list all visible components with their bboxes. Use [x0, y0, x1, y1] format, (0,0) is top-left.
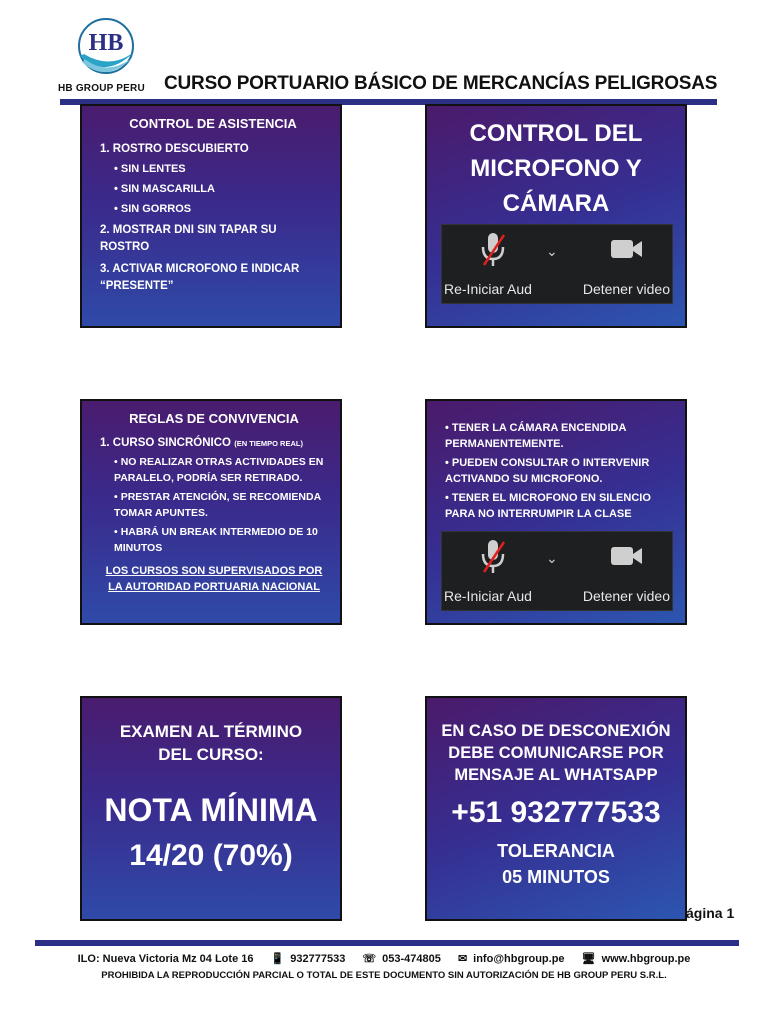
list-subitem — [100, 525, 328, 556]
computer-icon: 🖥 — [581, 953, 596, 965]
item-text: TENER LA CÁMARA ENCENDIDA PERMANENTEMENTE. — [445, 422, 627, 450]
copyright-notice: PROHIBIDA LA REPRODUCCIÓN PARCIAL O TOTAL DE ESTE DOCUMENTO SIN AUTORIZACIÓN DE HB GROUP PERU S.R.L. — [101, 970, 667, 981]
minimum-grade-label: NOTA MÍNIMA — [104, 792, 318, 828]
address-text: ILO: Nueva Victoria Mz 04 Lote 16 — [77, 953, 254, 965]
slide-title-line: CONTROL DEL — [469, 120, 643, 147]
subitem-text: SIN GORROS — [120, 203, 192, 215]
exam-line: EXAMEN AL TÉRMINO — [119, 722, 303, 741]
restart-audio-label: Re-Iniciar Aud — [444, 281, 532, 297]
hb-logo — [70, 18, 142, 84]
disconnect-line: MENSAJE AL WHATSAPP — [454, 766, 658, 784]
list-item — [445, 456, 673, 487]
list-subitem — [100, 181, 326, 198]
phone-number: 053-474805 — [382, 953, 441, 965]
mobile-phone-icon: 📱 — [270, 953, 285, 965]
list-item: 3. ACTIVAR MICROFONO E INDICAR “PRESENTE” — [100, 263, 300, 292]
list-item — [445, 491, 673, 522]
footer-divider — [35, 940, 739, 946]
logo-caption: HB GROUP PERU — [58, 83, 145, 94]
subitem-text: PRESTAR ATENCIÓN, SE RECOMIENDA TOMAR APUNTES. — [114, 491, 321, 519]
restart-audio-label: Re-Iniciar Aud — [444, 588, 532, 604]
chevron-down-icon: ⌄ — [546, 550, 558, 566]
list-subitem — [100, 201, 326, 218]
contact-line — [0, 952, 768, 965]
minimum-grade-value: 14/20 (70%) — [129, 839, 293, 872]
stop-video-label: Detener video — [582, 588, 670, 604]
stop-video-label: Detener video — [582, 281, 670, 297]
email-address: info@hbgroup.pe — [473, 953, 565, 965]
slide-camara-microfono-reglas — [425, 399, 687, 625]
whatsapp-number: +51 932777533 — [451, 796, 661, 829]
telephone-icon: ☏ — [362, 953, 377, 965]
mobile-number: 932777533 — [290, 953, 346, 965]
slide-examen — [80, 696, 342, 921]
video-camera-icon — [610, 237, 644, 266]
subitem-text: NO REALIZAR OTRAS ACTIVIDADES EN PARALELO, PODRÍA SER RETIRADO. — [114, 456, 324, 484]
zoom-toolbar — [441, 224, 673, 304]
item-text: 1. CURSO SINCRÓNICO — [100, 437, 231, 449]
item-text: TENER EL MICROFONO EN SILENCIO PARA NO INTERRUMPIR LA CLASE — [445, 492, 651, 520]
slide-desconexion — [425, 696, 687, 921]
website: www.hbgroup.pe — [601, 953, 691, 965]
list-subitem — [100, 161, 326, 178]
subitem-text: SIN MASCARILLA — [120, 183, 215, 195]
tolerance-value: 05 MINUTOS — [502, 867, 610, 887]
tolerance-label: TOLERANCIA — [497, 841, 615, 861]
slide-title-line: MICROFONO Y — [470, 155, 642, 182]
mic-muted-icon — [480, 538, 506, 581]
logo-letters: HB — [88, 30, 124, 56]
slide-title: REGLAS DE CONVIVENCIA — [129, 411, 299, 426]
slide-reglas-convivencia — [80, 399, 342, 625]
subitem-text: SIN LENTES — [120, 163, 186, 175]
subitem-text: HABRÁ UN BREAK INTERMEDIO DE 10 MINUTOS — [114, 526, 318, 554]
list-subitem — [100, 490, 328, 521]
list-item — [445, 421, 673, 452]
page-number: ágina 1 — [686, 905, 735, 921]
document-title: CURSO PORTUARIO BÁSICO DE MERCANCÍAS PELIGROSAS — [164, 73, 718, 94]
list-item: 2. MOSTRAR DNI SIN TAPAR SU ROSTRO — [100, 224, 277, 253]
video-camera-icon — [610, 544, 644, 573]
slide-title: CONTROL DE ASISTENCIA — [129, 116, 297, 131]
list-item: 1. ROSTRO DESCUBIERTO — [100, 143, 249, 155]
chevron-down-icon: ⌄ — [546, 243, 558, 259]
slide-control-asistencia — [80, 104, 342, 328]
list-subitem — [100, 455, 328, 486]
list-item — [100, 435, 328, 452]
disconnect-line: DEBE COMUNICARSE POR — [448, 744, 664, 762]
supervision-note-line: LOS CURSOS SON SUPERVISADOS POR — [105, 565, 323, 577]
mic-muted-icon — [480, 231, 506, 274]
email-icon: ✉ — [457, 953, 468, 965]
slide-title-line: CÁMARA — [502, 190, 610, 217]
slide-control-microfono — [425, 104, 687, 328]
item-text: PUEDEN CONSULTAR O INTERVENIR ACTIVANDO SU MICROFONO. — [445, 457, 650, 485]
item-note: (EN TIEMPO REAL) — [234, 439, 303, 448]
supervision-note-line: LA AUTORIDAD PORTUARIA NACIONAL — [108, 581, 320, 593]
disconnect-line: EN CASO DE DESCONEXIÓN — [441, 722, 671, 740]
exam-line: DEL CURSO: — [158, 745, 264, 764]
zoom-toolbar — [441, 531, 673, 611]
